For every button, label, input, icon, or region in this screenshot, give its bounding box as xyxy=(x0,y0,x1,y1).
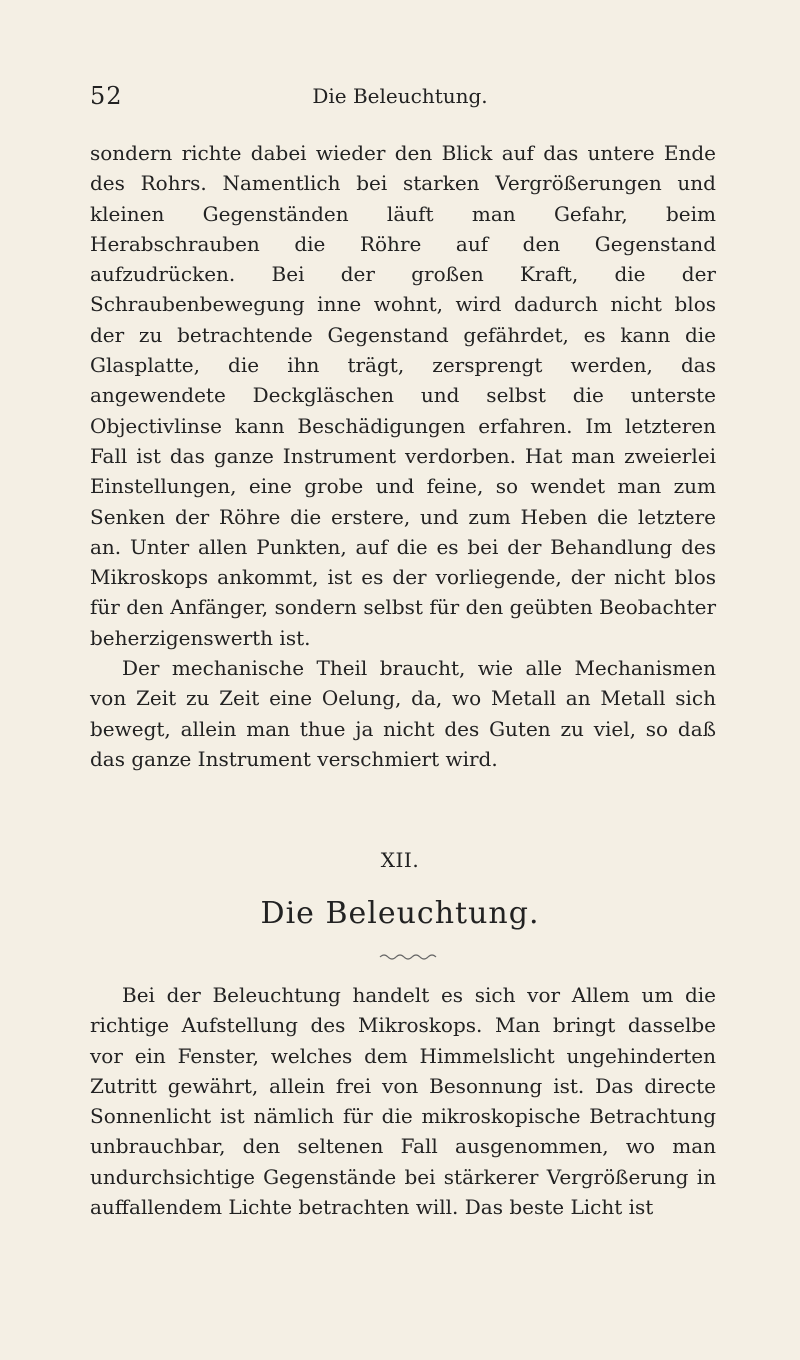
section-2-text xyxy=(90,980,716,1222)
section-1-text xyxy=(90,138,716,774)
section-title: Die Beleuchtung. xyxy=(260,896,540,931)
wavy-divider-icon xyxy=(378,950,438,964)
page-number: 52 xyxy=(90,82,123,110)
paragraph: sondern richte dabei wieder den Blick auf das untere Ende des Rohrs. Namentlich bei starken Vergrößerungen und kleinen Gegenständen läuft man Gefahr, beim Herabschrauben die Röhre auf den Gegenstand aufzudrücken. Bei der großen Kraft, die der Schraubenbewegung inne wohnt, wird dadurch nicht blos der zu betrachtende Gegenstand gefährdet, es kann die Glasplatte, die ihn trägt, zersprengt werden, das angewendete Deckgläschen und selbst die unterste Objectivlinse kann Beschädigungen erfahren. Im letzteren Fall ist das ganze Instrument verdorben. Hat man zweierlei Einstellungen, eine grobe und feine, so wendet man zum Senken der Röhre die erstere, und zum Heben die letztere an. Unter allen Punkten, auf die es bei der Behandlung des Mikroskops ankommt, ist es der vorliegende, der nicht blos für den Anfänger, sondern selbst für den geübten Beobachter beherzigenswerth ist. xyxy=(90,141,716,650)
section-number: XII. xyxy=(380,848,420,872)
paragraph: Bei der Beleuchtung handelt es sich vor Allem um die richtige Aufstellung des Mikroskops. Man bringt dasselbe vor ein Fenster, welches dem Himmelslicht ungehinderten Zutritt gewährt, allein frei von Besonnung ist. Das directe Sonnenlicht ist nämlich für die mikroskopische Betrachtung unbrauchbar, den seltenen Fall ausgenommen, wo man undurchsichtige Gegenstände bei stärkerer Vergrößerung in auffallendem Lichte betrachten will. Das beste Licht ist xyxy=(90,983,716,1220)
paragraph: Der mechanische Theil braucht, wie alle Mechanismen von Zeit zu Zeit eine Oelung, da, wo Metall an Metall sich bewegt, allein man thue ja nicht des Guten zu viel, so daß das ganze Instrument verschmiert wird. xyxy=(90,656,716,771)
running-title: Die Beleuchtung. xyxy=(312,84,488,108)
page-header xyxy=(90,82,710,122)
